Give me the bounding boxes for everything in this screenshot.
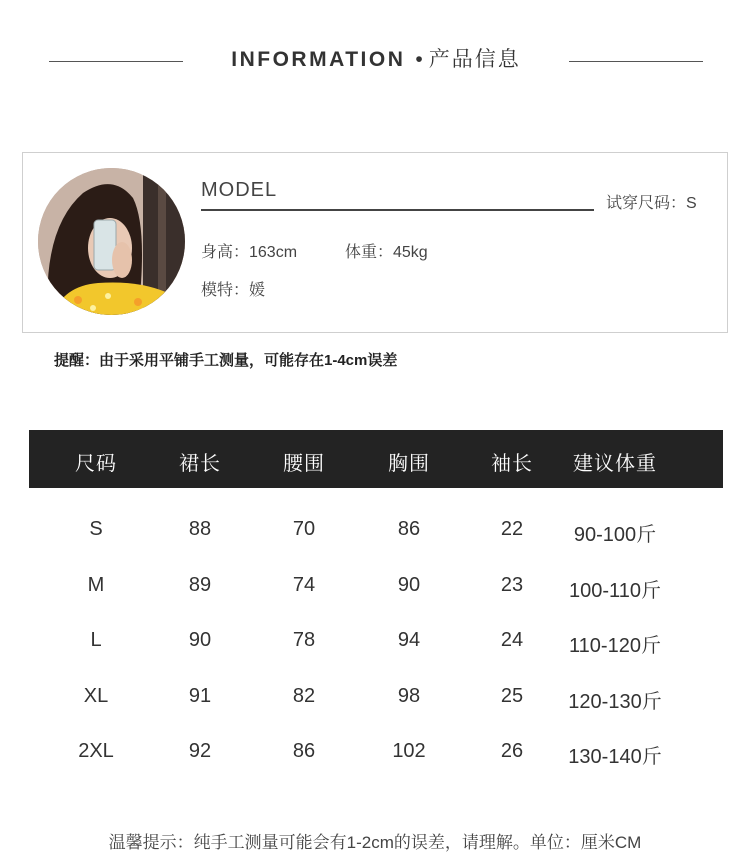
cell-waist: 78 [292,629,316,651]
cell-size: L [90,629,102,651]
cell-bust: 86 [397,518,421,540]
model-photo-illustration [38,168,185,315]
table-row [29,685,723,741]
heading-zh: 产品信息 [428,48,521,71]
table-row [29,518,723,574]
heading-separator: • [415,48,423,71]
table-row [29,740,723,796]
heading-rule-left [49,61,183,62]
header-waist: 腰围 [283,453,325,475]
cell-bust: 98 [397,684,421,707]
cell-size: M [87,573,105,596]
cell-sleeve: 24 [500,629,524,651]
cell-dress-length: 90 [188,629,212,651]
cell-sleeve: 23 [500,573,524,596]
cell-bust: 90 [397,573,421,596]
cell-dress-length: 88 [188,518,212,540]
cell-suggested-weight: 110-120斤 [569,635,661,657]
model-name: 模特：媛 [201,282,266,299]
footer-note: 温馨提示：纯手工测量可能会有1-2cm的误差，请理解。单位：厘米CM [108,833,642,852]
model-label: MODEL [201,179,278,201]
cell-dress-length: 89 [188,573,212,596]
header-bust: 胸围 [388,453,430,475]
header-suggested-weight: 建议体重 [573,453,657,475]
cell-dress-length: 92 [188,740,212,762]
header-dress-length: 裙长 [179,453,221,475]
model-height: 身高：163cm [201,244,298,261]
cell-dress-length: 91 [188,684,212,707]
cell-sleeve: 25 [500,684,524,707]
heading-en: INFORMATION [231,48,406,71]
header-size: 尺码 [75,453,117,475]
cell-waist: 86 [292,740,316,762]
model-photo [38,168,185,315]
table-row [29,629,723,685]
cell-sleeve: 26 [500,740,524,762]
size-table-body [29,488,723,796]
cell-bust: 102 [392,740,426,762]
heading-rule-right [569,61,703,62]
cell-suggested-weight: 90-100斤 [573,524,657,546]
cell-size: S [89,518,103,540]
model-info-card [22,152,728,333]
cell-waist: 70 [292,518,316,540]
cell-suggested-weight: 130-140斤 [568,746,662,768]
section-heading [183,44,569,76]
model-weight: 体重：45kg [345,244,428,261]
cell-waist: 74 [292,573,316,596]
size-table [29,430,723,796]
fit-size: 试穿尺码：S [606,195,697,212]
cell-size: XL [83,684,109,707]
cell-size: 2XL [78,740,114,762]
cell-bust: 94 [397,629,421,651]
header-sleeve: 袖长 [491,453,533,475]
model-underline [201,209,594,211]
cell-waist: 82 [292,684,316,707]
cell-suggested-weight: 120-130斤 [568,690,662,713]
cell-sleeve: 22 [500,518,524,540]
table-row [29,574,723,630]
cell-suggested-weight: 100-110斤 [569,579,661,602]
measurement-notice: 提醒：由于采用平铺手工测量，可能存在1-4cm误差 [54,352,398,369]
size-table-header [29,430,723,488]
